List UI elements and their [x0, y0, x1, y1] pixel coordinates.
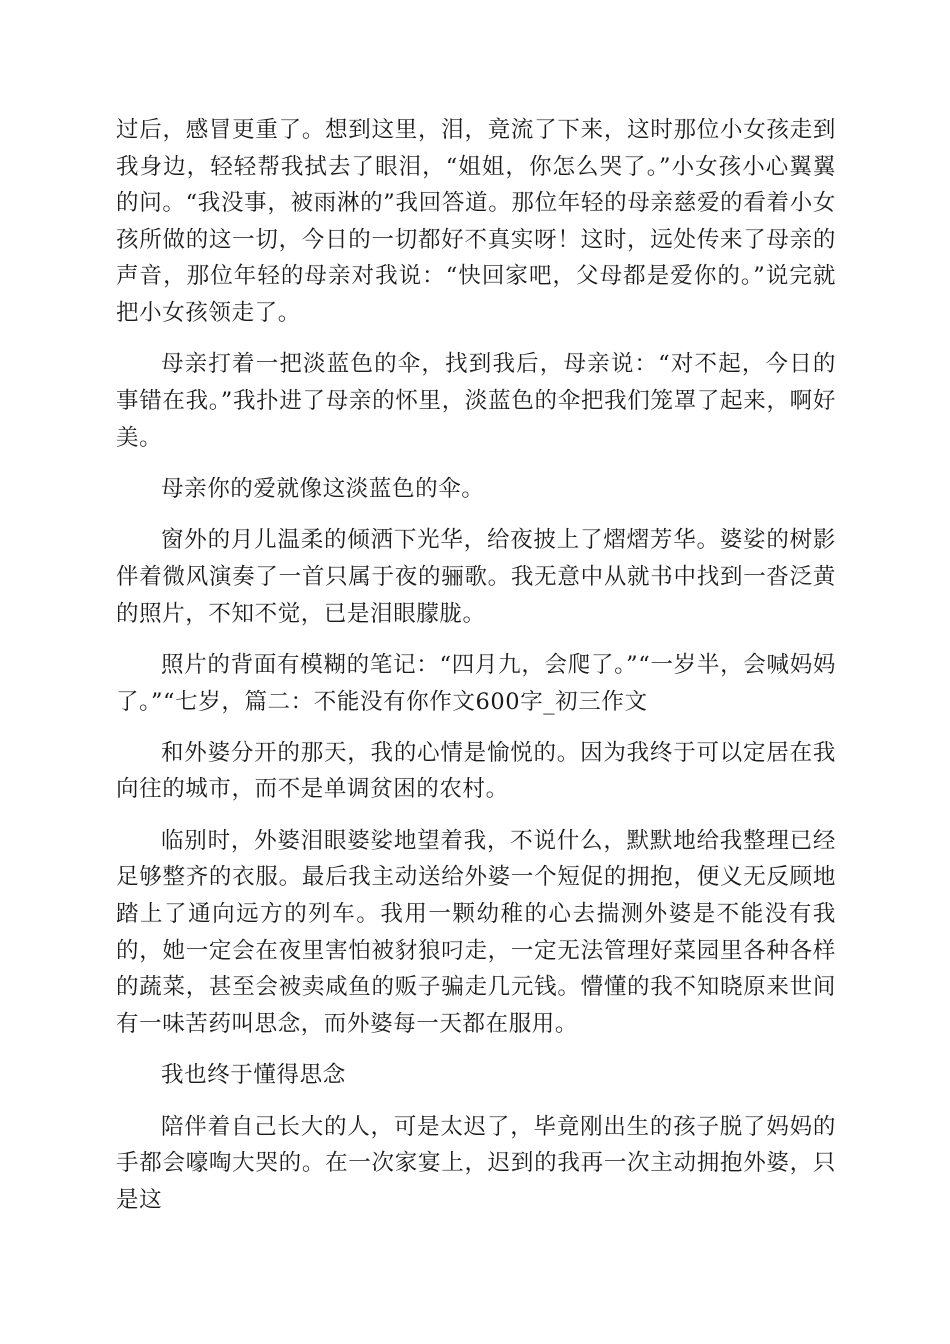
paragraph: 临别时，外婆泪眼婆娑地望着我，不说什么，默默地给我整理已经足够整齐的衣服。最后我主动送给外婆一个短促的拥抱，便义无反顾地踏上了通向远方的列车。我用一颗幼稚的心去揣测外婆是不能没有我的，她一定会在夜里害怕被豺狼叼走，一定无法管理好菜园里各种各样的蔬菜，甚至会被卖咸鱼的贩子骗走几元钱。懵懂的我不知晓原来世间有一味苦药叫思念，而外婆每一天都在服用。 — [116, 827, 836, 1037]
paragraph-continuation: 过后，感冒更重了。想到这里，泪，竟流了下来，这时那位小女孩走到我身边，轻轻帮我拭去了眼泪，“姐姐，你怎么哭了。”小女孩小心翼翼的问。“我没事，被雨淋的”我回答道。那位年轻的母亲慈爱的看着小女孩所做的这一切，今日的一切都好不真实呀！这时，远处传来了母亲的声音，那位年轻的母亲对我说：“快回家吧，父母都是爱你的。”说完就把小女孩领走了。 — [116, 117, 836, 326]
paragraph: 我也终于懂得思念 — [161, 1062, 346, 1089]
paragraph: 照片的背面有模糊的笔记：“四月九，会爬了。”“一岁半，会喊妈妈了。”“七岁，篇二：不能没有你作文600字_初三作文 — [116, 651, 836, 715]
paragraph: 母亲你的爱就像这淡蓝色的伞。 — [161, 475, 485, 502]
paragraph: 母亲打着一把淡蓝色的伞，找到我后，母亲说：“对不起，今日的事错在我。”我扑进了母亲的怀里，淡蓝色的伞把我们笼罩了起来，啊好美。 — [116, 351, 836, 451]
paragraph: 窗外的月儿温柔的倾洒下光华，给夜披上了熠熠芳华。婆娑的树影伴着微风演奏了一首只属于夜的骊歌。我无意中从就书中找到一沓泛黄的照片，不知不觉，已是泪眼朦胧。 — [116, 527, 836, 627]
document-body — [116, 112, 836, 1233]
paragraph: 陪伴着自己长大的人，可是太迟了，毕竟刚出生的孩子脱了妈妈的手都会嚎啕大哭的。在一次家宴上，迟到的我再一次主动拥抱外婆，只是这 — [116, 1113, 836, 1213]
paragraph: 和外婆分开的那天，我的心情是愉悦的。因为我终于可以定居在我向往的城市，而不是单调贫困的农村。 — [116, 739, 836, 803]
